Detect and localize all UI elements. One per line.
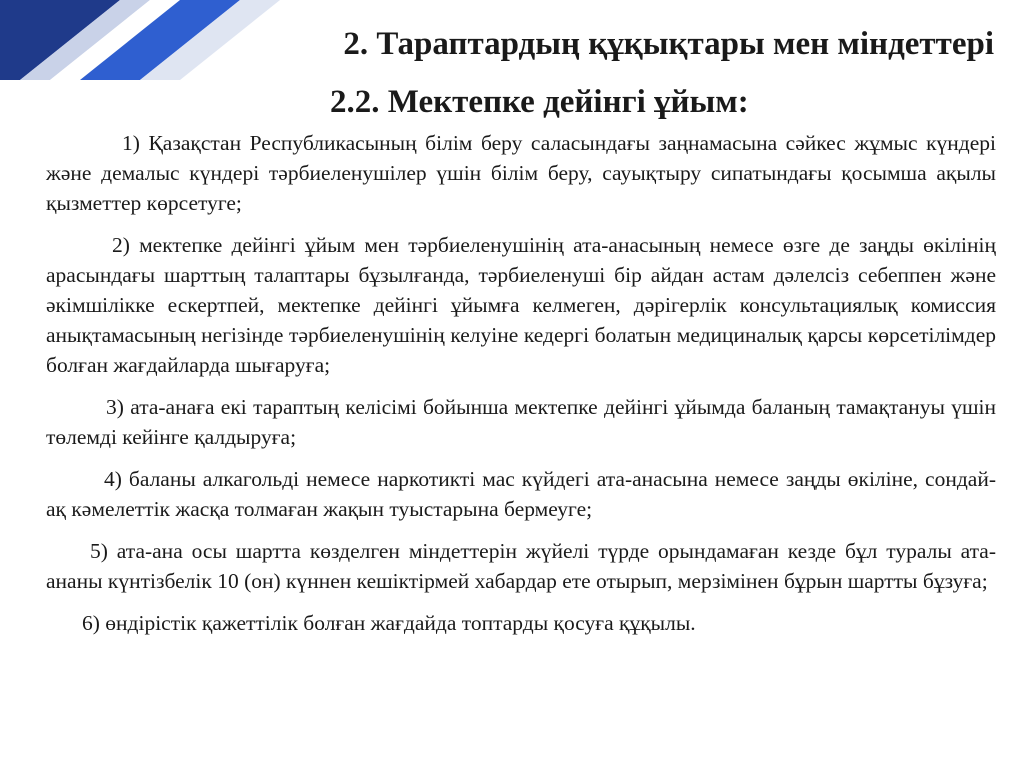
list-item: 4) баланы алкагольді немесе наркотикті мас күйдегі ата-анасына немесе заңды өкіліне, сондай-ақ кәмелеттік жасқа толмаған жақын туыстарына бермеуге; (46, 467, 996, 521)
decorative-corner-stripes (0, 0, 280, 80)
list-item: 3) ата-анаға екі тараптың келісімі бойынша мектепке дейінгі ұйымда баланың тамақтануы үшін төлемді кейінге қалдыруға; (46, 395, 996, 449)
section-subtitle: 2.2. Мектепке дейінгі ұйым: (330, 84, 749, 120)
list-item: 2) мектепке дейінгі ұйым мен тәрбиеленушінің ата-анасының немесе өзге де заңды өкілінің арасындағы шарттың талаптары бұзылғанда, тәрбиеленуші бір айдан астам дәлелсіз себеппен және әкімшілікке ескертпей, мектепке дейінгі ұйымға келмеген, дәрігерлік консультациялық комиссия анықтамасының негізінде тәрбиеленушінің келуіне кедергі болатын медициналық қарсы көрсетілімдер болған жағдайларда шығаруға; (46, 233, 996, 377)
list-item: 6) өндірістік қажеттілік болған жағдайда топтарды қосуға құқылы. (82, 611, 696, 635)
list-item: 1) Қазақстан Республикасының білім беру саласындағы заңнамасына сәйкес жұмыс күндері және демалыс күндері тәрбиеленушілер үшін білім беру, сауықтыру сипатындағы қосымша ақылы қызметтер көрсетуге; (46, 131, 996, 215)
list-item: 5) ата-ана осы шартта көзделген міндеттерін жүйелі түрде орындамаған кезде бұл туралы ата-ананы күнтізбелік 10 (он) күннен кешіктірмей хабардар ете отырып, мерзімінен бұрын шартты бұзуға; (46, 539, 996, 593)
rights-list (46, 128, 996, 638)
slide-title: 2. Тараптардың құқықтары мен міндеттері (343, 26, 994, 62)
